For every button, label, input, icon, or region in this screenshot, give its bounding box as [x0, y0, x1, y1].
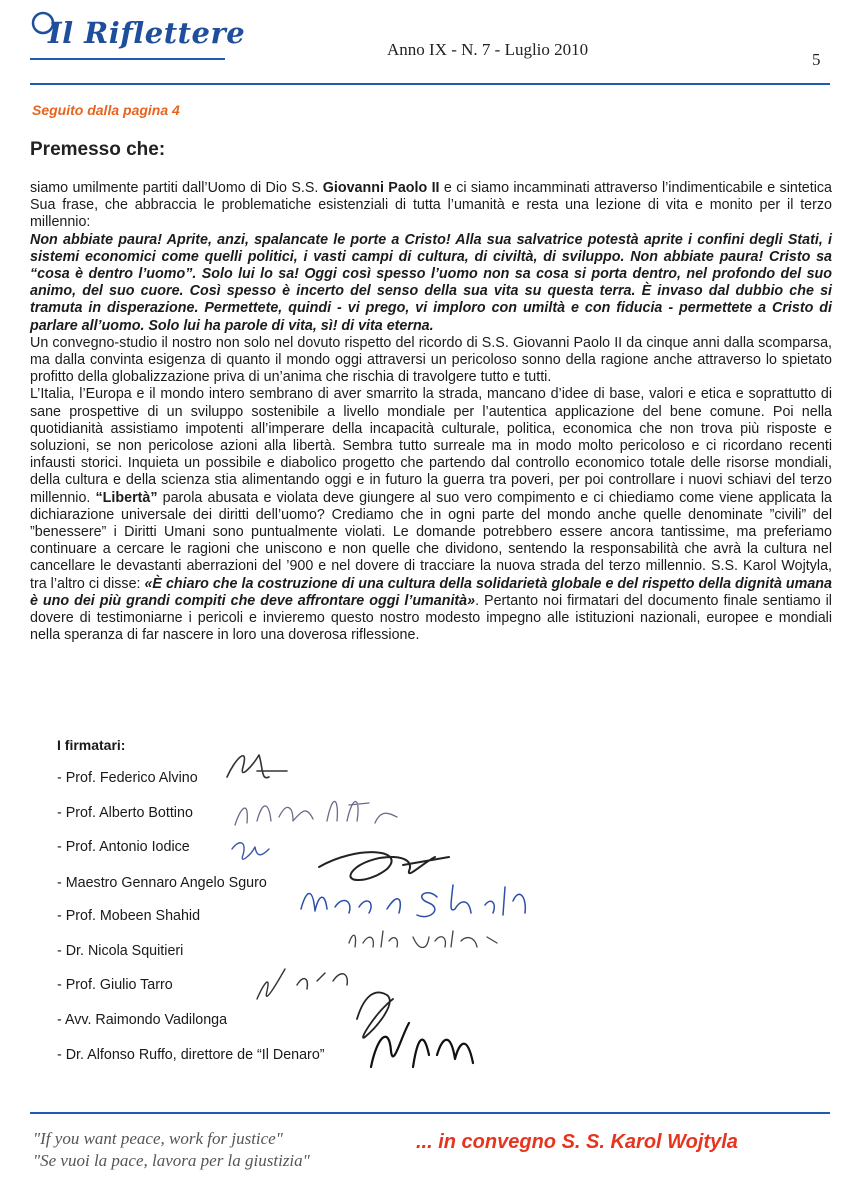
main-text-cont: parola abusata e violata deve giungere al suo vero compimento e ci chiediamo come viene applicata la dichiarazione universale dei diritti dell’uomo? Crediamo che in ogni parte del mondo anche quelle denominate ”civili” del ”benessere” i Diritti Umani sono puntualmente violati. Le domande potrebbero essere ancora tantissime, ma preferiamo continuare a cercare le ragioni che uniscono e non quelle che dividono, sentendo la responsabilità che avrà la cultura nel cancellare le devastanti aberrazioni del ’900 e nel dovere di tracciare la nuova strada del terzo millennio. S.S. Karol Wojtyla, tra l’altro ci disse: — [30, 489, 832, 592]
signatory-name: - Avv. Raimondo Vadilonga — [57, 1012, 228, 1028]
section-heading: Premesso che: — [30, 139, 166, 160]
continued-from-label: Seguito dalla pagina 4 — [32, 102, 180, 118]
paragraph-convegno: Un convegno-studio il nostro non solo nel dovuto rispetto del ricordo di S.S. Giovanni Paolo II da cinque anni dalla scomparsa, ma dalla convinta esigenza di quanto il mondo oggi attraversi un pericoloso sonno della ragione anche attraverso lo spietato profitto della globalizzazione priva di un’anima che rischia di travolgere tutto e tutti. — [30, 334, 832, 386]
masthead — [30, 8, 830, 88]
signatory-name: - Dr. Nicola Squitieri — [57, 943, 184, 959]
quote-english: "If you want peace, work for justice" — [33, 1129, 283, 1148]
logo-underline — [30, 58, 225, 60]
logo-text: Il Riflettere — [48, 16, 246, 50]
handwritten-signatures — [57, 737, 817, 1082]
liberta-word: “Libertà” — [95, 489, 158, 506]
issue-info: Anno IX - N. 7 - Luglio 2010 — [387, 40, 589, 59]
signatories-title: I firmatari: — [57, 737, 126, 753]
signatories-block — [57, 737, 817, 1082]
signatory-name: - Prof. Federico Alvino — [57, 770, 198, 786]
signatory-name: - Prof. Mobeen Shahid — [57, 908, 201, 924]
signatory-name: - Dr. Alfonso Ruffo, direttore de “Il Denaro” — [57, 1047, 325, 1063]
paragraph-intro — [30, 180, 832, 232]
signatory-name: - Prof. Alberto Bottino — [57, 805, 193, 821]
intro-text: siamo umilmente partiti dall’Uomo di Dio S.S. — [30, 180, 323, 196]
signature-sguro — [319, 852, 449, 880]
signature-bottino — [235, 801, 397, 825]
signature-shahid — [301, 885, 525, 917]
papal-quote: Non abbiate paura! Aprite, anzi, spalancate le porte a Cristo! Alla sua salvatrice potestà aprite i confini degli Stati, i sistemi economici come quelli politici, i vasti campi di cultura, di civiltà, di sviluppo. Non abbiate paura! Cristo sa “cosa è dentro l’uomo”. Solo lui lo sa! Oggi così spesso l’uomo non sa cosa si porta dentro, nel profondo del suo animo, del suo cuore. Così spesso è incerto del senso della sua vita su questa terra. È invaso dal dubbio che si tramuta in disperazione. Permettete, quindi - vi prego, vi imploro con umiltà e con fiducia - permettete a Cristo di parlare all’uomo. Solo lui ha parole di vita, sì! di vita eterna. — [30, 231, 832, 334]
footer-event-title: ... in convegno S. S. Karol Wojtyla — [416, 1131, 738, 1153]
footer-rule — [30, 1112, 830, 1114]
wojtyla-quote: «È chiaro che la costruzione di una cultura della solidarietà globale e del rispetto della dignità umana è uno dei più grandi compiti che deve affrontare oggi l’umanità» — [30, 575, 832, 609]
intro-text-cont: e ci siamo incamminati attraverso l’indimenticabile e sintetica Sua frase, che abbraccia le problematiche esistenziali di tutta l’umanità e resta una lezione di vita e monito per il terzo millennio: — [30, 180, 832, 231]
main-text: L’Italia, l’Europa e il mondo intero sembrano di aver smarrito la strada, mancano d’idee di base, valori e etica e soprattutto di sane prospettive di un sviluppo sostenibile a livello mondiale per l’autentica applicazione del bene comune. Poi nella quotidianità assistiamo impotenti all’imperare della incapacità culturale, politica, economica che non trova più risposte e soluzioni, se non pericolose azioni alla libertà. Sembra tutto surreale ma in modo molto pericoloso e ci ricordano recenti infausti storici. Inquieta un possibile e diabolico progetto che partendo dal controllo economico totale delle risorse mondiali, della cultura e della scienza stia alimentando oggi e in futuro la guerra tra poveri, per poi controllare i nuovi schiavi del terzo millennio. — [30, 386, 832, 506]
signatory-name: - Maestro Gennaro Angelo Sguro — [57, 875, 267, 891]
quote-italian: "Se vuoi la pace, lavora per la giustizia" — [33, 1151, 310, 1170]
signatory-name: - Prof. Giulio Tarro — [57, 977, 173, 993]
signature-squitieri — [349, 931, 497, 948]
pope-name: Giovanni Paolo II — [322, 180, 440, 196]
article-body — [30, 180, 832, 644]
page-number: 5 — [812, 50, 821, 69]
footer-quote — [33, 1128, 310, 1172]
signature-iodice — [232, 843, 269, 859]
paragraph-main — [30, 386, 832, 644]
signature-vadilonga — [357, 992, 393, 1037]
signature-ruffo — [371, 1023, 473, 1067]
signature-tarro — [257, 969, 347, 999]
signature-alvino — [227, 755, 287, 778]
header-rule — [30, 83, 830, 85]
signatory-name: - Prof. Antonio Iodice — [57, 839, 190, 855]
main-text-end: . Pertanto noi firmatari del documento finale sentiamo il dovere di testimoniarne i pericoli e invieremo questo nostro modesto impegno alle istituzioni nazionali, europee e mondiali nella speranza di far nascere in loro una doverosa riflessione. — [30, 592, 832, 644]
